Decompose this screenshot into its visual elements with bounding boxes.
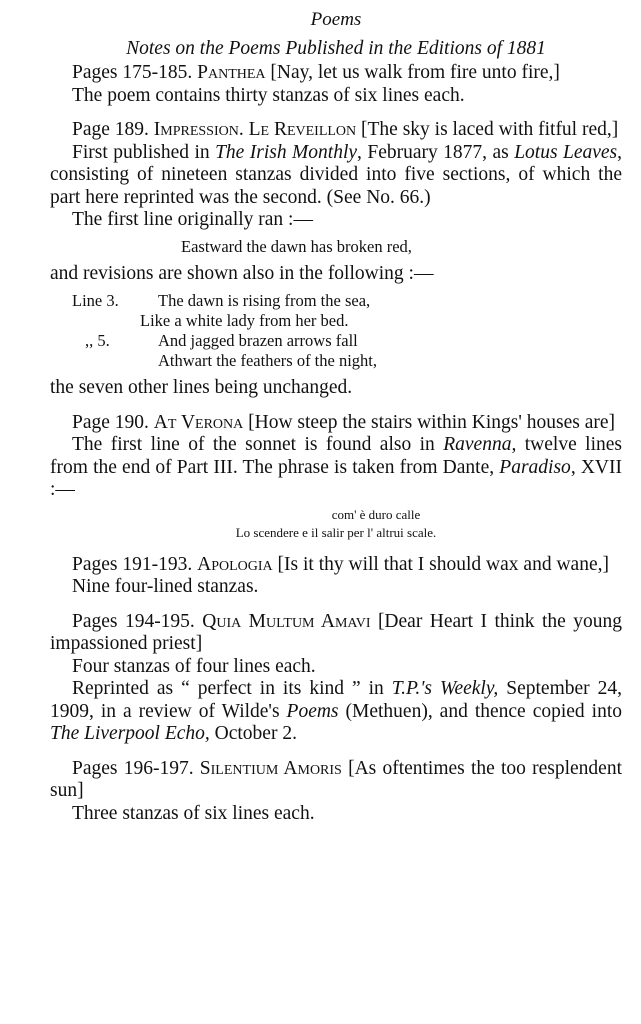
work-title: Paradiso: [499, 456, 571, 478]
note-text: September 24, 1909, in a review of Wilde's: [50, 678, 622, 722]
entry-quia-heading: [50, 611, 622, 656]
entry-apologia-note: Nine four-lined stanzas.: [72, 576, 259, 597]
note-text: First published in: [72, 141, 216, 163]
revision-text: Like a white lady from her bed.: [140, 311, 349, 330]
page-ref: Pages 196-197.: [72, 757, 194, 779]
note-text: , consisting of nineteen stanzas divided into five sections, of which the part here reprinted was the second. (See No. 66.): [50, 141, 623, 208]
entry-quia-reprint: [50, 678, 622, 746]
poem-first-line: [As oftentimes the too resplendent sun]: [50, 757, 623, 801]
revision-line-5-cont: [50, 351, 622, 371]
poem-first-line: [How steep the stairs within Kings' houses are]: [248, 411, 616, 433]
entry-panthea-heading: [50, 62, 622, 85]
page-ref: Page 189.: [72, 119, 149, 140]
entry-impression-note: [50, 142, 622, 210]
note-text: October 2.: [209, 723, 297, 744]
poem-reference: Ravenna,: [443, 434, 517, 455]
line-label-blank: [50, 351, 158, 371]
original-title: Lotus Leaves: [514, 141, 618, 163]
entry-apologia-heading: [50, 554, 622, 577]
dante-quote-line-1: com' è duro calle: [331, 506, 421, 522]
original-line-quote: Eastward the dawn has broken red,: [181, 236, 412, 256]
poem-title: Quia Multum Amavi: [202, 610, 371, 632]
page-ref: Pages 191-193.: [72, 553, 193, 575]
journal-title: The Irish Monthly: [215, 141, 358, 163]
poem-title: Impression. Le Reveillon: [153, 119, 357, 140]
line-label: ,, 5.: [85, 331, 110, 350]
journal-title: The Liverpool Echo,: [50, 723, 210, 744]
entry-verona-note: [50, 434, 622, 502]
page-ref: Pages 175-185.: [72, 62, 193, 83]
poem-first-line: [The sky is laced with fitful red,]: [361, 119, 619, 140]
revision-line-3: [50, 291, 622, 311]
poem-title: Apologia: [197, 553, 273, 575]
page-ref: Page 190.: [72, 411, 149, 433]
note-text: Reprinted as “ perfect in its kind ” in: [72, 678, 392, 699]
poem-title: Silentium Amoris: [199, 757, 342, 779]
note-text: (Methuen), and thence copied into: [338, 700, 622, 722]
entry-verona-heading: [50, 412, 622, 435]
section-subheading: Notes on the Poems Published in the Editions of 1881: [126, 38, 546, 59]
journal-title: T.P.'s Weekly,: [391, 678, 499, 699]
line-label: Line 3.: [72, 291, 119, 310]
revision-text: The dawn is rising from the sea,: [158, 291, 371, 310]
revision-text: And jagged brazen arrows fall: [158, 331, 358, 350]
first-line-intro: The first line originally ran :—: [72, 209, 313, 230]
poem-first-line: [Dear Heart I think the young impassioned priest]: [50, 610, 622, 654]
poem-title: Panthea: [197, 62, 266, 83]
note-text: twelve lines from the end of Part III. The phrase is taken from Dante,: [50, 434, 622, 478]
poem-first-line: [Is it thy will that I should wax and wane,]: [277, 553, 609, 575]
running-title: Poems: [310, 9, 362, 30]
revision-text: Athwart the feathers of the night,: [158, 351, 378, 370]
entry-silentium-heading: [50, 758, 622, 803]
dante-quote-line-2: Lo scendere e il salir per l' altrui scale.: [235, 524, 437, 540]
poem-first-line: [Nay, let us walk from fire unto fire,]: [270, 62, 560, 83]
poem-title: At Verona: [153, 411, 244, 433]
revisions-closing: the seven other lines being unchanged.: [50, 377, 353, 398]
entry-panthea-note: The poem contains thirty stanzas of six lines each.: [72, 84, 465, 106]
revisions-intro: and revisions are shown also in the following :—: [50, 262, 434, 284]
entry-impression-heading: [50, 119, 622, 142]
entry-quia-note: Four stanzas of four lines each.: [72, 655, 316, 677]
page-ref: Pages 194-195.: [72, 610, 195, 632]
entry-silentium-note: Three stanzas of six lines each.: [72, 802, 315, 824]
note-text: , February 1877, as: [357, 141, 515, 163]
book-title: Poems: [286, 700, 339, 722]
page-body: [50, 8, 622, 825]
note-text: The first line of the sonnet is found also in: [72, 434, 444, 455]
revision-line-3-cont: [50, 311, 622, 331]
revision-line-5: [50, 331, 622, 351]
note-text: , XVII :—: [50, 456, 623, 500]
